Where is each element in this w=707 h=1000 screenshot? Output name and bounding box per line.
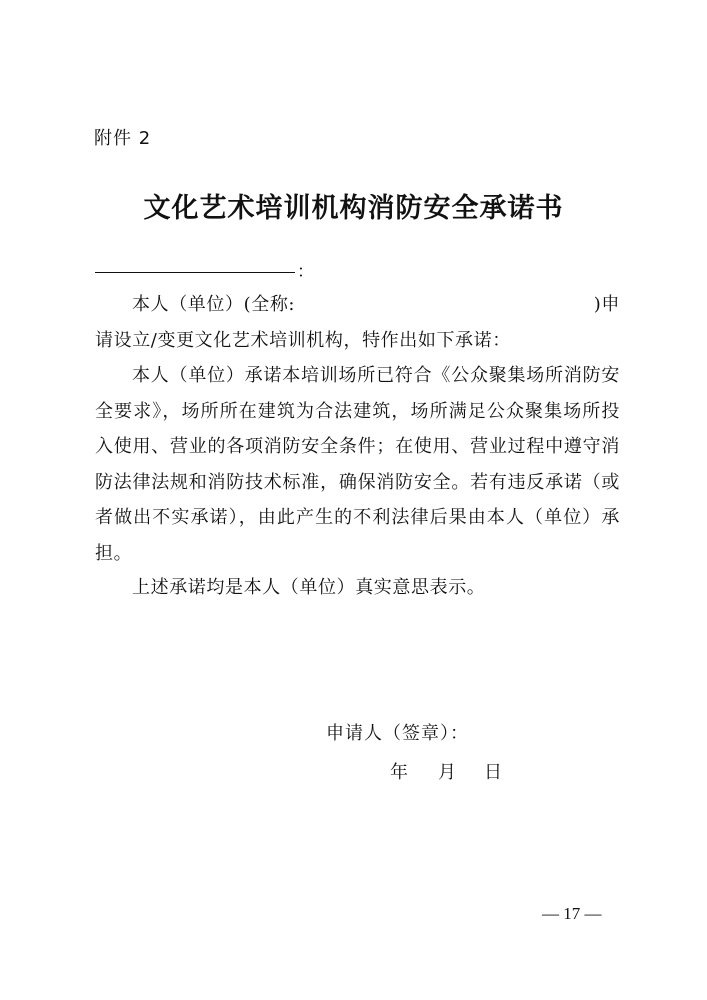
document-title: 文化艺术培训机构消防安全承诺书 [143, 193, 564, 224]
attachment-label: 附件 2 [94, 128, 152, 149]
date-day-label: 日 [484, 762, 502, 783]
commitment-paragraph: 本人（单位）承诺本培训场所已符合《公众聚集场所消防安全要求》，场所所在建筑为合法建筑，场所满足公众聚集场所投入使用、营业的各项消防安全条件；在使用、营业过程中遵守消防法律法规和消防技术标准，确保消防安全。若有违反承诺（或者做出不实承诺），由此产生的不利法律后果由本人（单位）承担。 [95, 365, 620, 564]
date-month-label: 月 [438, 762, 456, 783]
fullname-closing: )申 [593, 294, 620, 315]
fullname-label: 本人（单位）(全称: [132, 294, 296, 315]
addressee-colon: ： [297, 262, 314, 282]
applicant-signature-label: 申请人（签章）： [326, 723, 469, 744]
declaration-rest: 请设立/变更文化艺术培训机构，特作出如下承诺： [95, 329, 511, 351]
declaration-first-line [95, 287, 620, 323]
date-year-label: 年 [390, 762, 408, 783]
statement-paragraph: 上述承诺均是本人（单位）真实意思表示。 [132, 577, 486, 598]
page-number: — 17 — [542, 904, 602, 923]
addressee-blank-line [95, 272, 295, 273]
declaration-paragraph [95, 287, 620, 358]
